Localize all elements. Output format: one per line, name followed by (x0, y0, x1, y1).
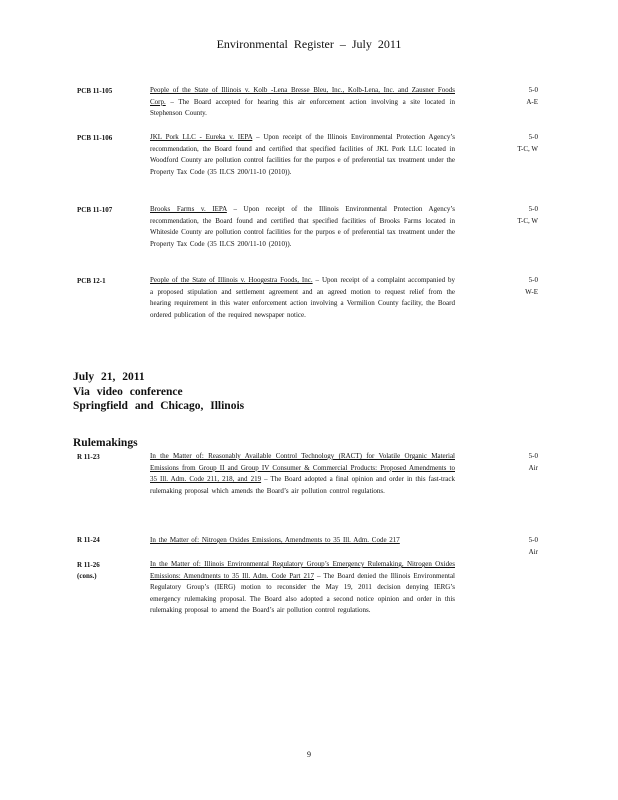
case-number-block (77, 560, 100, 582)
case-summary (150, 559, 455, 617)
vote-count: 5-0 (528, 133, 538, 141)
vote-count: 5-0 (528, 86, 538, 94)
vote-count: 5-0 (528, 205, 538, 213)
meeting-via: Via video conference (73, 385, 183, 398)
vote-type: W-E (525, 287, 538, 296)
vote-count: 5-0 (528, 276, 538, 284)
case-title: People of the State of Illinois v. Hoogestra Foods, Inc. (150, 276, 313, 284)
case-summary (150, 204, 455, 250)
vote-type: A-E (526, 97, 538, 106)
case-number: R 11-26 (77, 561, 100, 569)
case-number: R 11-24 (77, 536, 100, 544)
page-number: 9 (307, 750, 311, 759)
meeting-date: July 21, 2011 (73, 371, 145, 383)
vote-type: Air (528, 547, 538, 556)
meeting-heading (73, 370, 244, 414)
case-action: – Upon receipt of a complaint accompanied by a proposed stipulation and settlement agreement and an agreed motion to request relief from the hearing requirement in this water enforcement action involving a Vermilion County facility, the Board ordered publication of the required newspaper notice. (150, 276, 456, 319)
case-number: PCB 11-107 (77, 206, 113, 214)
case-summary (150, 275, 455, 321)
case-number: PCB 11-105 (77, 87, 113, 95)
case-action: – The Board denied the Illinois Environmental Regulatory Group’s (IERG) motion to reconsider the May 19, 2011 decision denying IERG’s emergency rulemaking proposal. The Board also adopted a second notice opinion and order in this rulemaking proposal to amend the Board’s air pollution control regulations. (150, 571, 456, 615)
meeting-place: Springfield and Chicago, Illinois (73, 400, 245, 412)
case-summary (150, 451, 455, 497)
section-title: Rulemakings (73, 437, 138, 449)
case-action: – The Board adopted a final opinion and order in this fast-track rulemaking proposal which amends the Board’s air pollution control regulations. (150, 475, 455, 495)
vote-count: 5-0 (528, 536, 538, 544)
case-title: In the Matter of: Reasonably Available Control Technology (RACT) for Volatile Organic Material Emissions from Group II and Group IV Consumer & Commercial Products: Proposed Amendments to 35 Ill. Adm. Code 211, 218, and 219 (150, 452, 455, 484)
case-consolidated: (cons.) (77, 572, 97, 580)
vote-block (478, 85, 538, 108)
case-summary (150, 85, 455, 120)
vote-block (478, 275, 538, 298)
case-number: PCB 11-106 (77, 134, 113, 142)
case-title: In the Matter of: Nitrogen Oxides Emissions, Amendments to 35 Ill. Adm. Code 217 (150, 536, 400, 544)
case-action: – The Board accepted for hearing this air enforcement action involving a site located in Stephenson County. (150, 97, 455, 118)
case-number: R 11-23 (77, 453, 100, 461)
vote-block (478, 535, 538, 558)
vote-block (478, 451, 538, 474)
case-title: JKL Pork LLC - Eureka v. IEPA (150, 133, 253, 141)
case-number: PCB 12-1 (77, 277, 106, 285)
case-title: In the Matter of: Illinois Environmental Regulatory Group’s Emergency Rulemaking, Nitrogen Oxides Emissions: Amendments to 35 Ill. Adm. Code Part 217 (150, 560, 455, 580)
case-action: – Upon receipt of the Illinois Environmental Protection Agency’s recommendation, the Board found and certified that specified facilities of JKL Pork LLC located in Woodford County are pollution control facilities for the purpos e of preferential tax treatment under the Property Tax Code (35 ILCS 200/11-10 (2010)). (150, 133, 455, 176)
vote-block (478, 204, 538, 227)
vote-type: Air (528, 463, 538, 472)
vote-count: 5-0 (528, 452, 538, 460)
page-header: Environmental Register – July 2011 (216, 37, 402, 51)
vote-type: T-C, W (517, 216, 538, 225)
case-action: – Upon receipt of the Illinois Environmental Protection Agency’s recommendation, the Board found and certified that specified facilities of Brooks Farms located in Whiteside County are pollution control facilities for the purpos e of preferential tax treatment under the Property Tax Code (35 ILCS 200/11-10 (2010)). (150, 205, 456, 248)
case-summary (150, 132, 455, 178)
vote-block (478, 132, 538, 155)
case-summary (150, 535, 455, 547)
case-title: People of the State of Illinois v. Kolb -Lena Bresse Bleu, Inc., Kolb-Lena, Inc. and Zausner Foods Corp. (150, 86, 455, 106)
vote-type: T-C, W (517, 144, 538, 153)
case-title: Brooks Farms v. IEPA (150, 205, 227, 213)
